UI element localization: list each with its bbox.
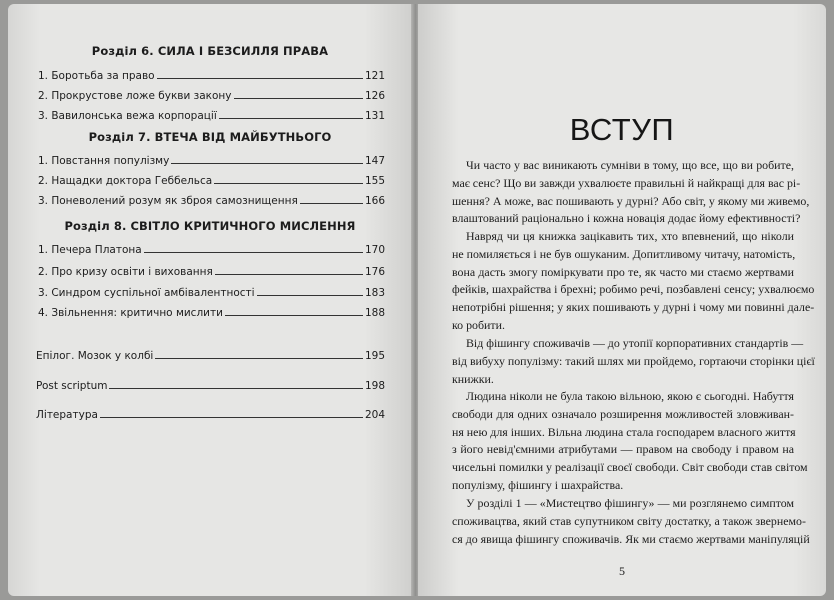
text-line: книжки. [452,371,494,386]
toc-entry[interactable] [38,151,385,167]
toc-entry-page: 170 [364,244,385,256]
text-line: Чи часто у вас виникають сумніви в тому, що все, що ви робите, [466,158,794,172]
text-line: вона дасть змогу поміркувати про те, як часто ми стаємо жертвами [452,264,794,279]
toc-entry[interactable] [38,240,385,256]
toc-entry[interactable] [38,303,385,319]
toc-entry-label: 3. Синдром суспільної амбівалентності [38,287,255,299]
paragraph [452,228,815,335]
toc-entry[interactable] [38,262,385,278]
toc-leader-line [214,183,363,184]
text-line: не помиляється і не був ошуканим. Допитливому читачу, натомість, [452,246,796,261]
text-line: Людина ніколи не була такою вільною, якою є сьогодні. Набуття [466,389,794,403]
text-line: від вибуху популізму: такий шлях ми пройдемо, гортаючи сторінки цієї [452,353,815,368]
toc-leader-line [157,78,363,79]
toc-entry-label: 1. Печера Платона [38,244,142,256]
toc-leader-line [300,203,363,204]
toc-leader-line [225,315,363,316]
paragraph [452,157,810,228]
toc-entry-page: 195 [364,350,385,362]
text-line: шення? А може, вас пошивають у дурні? Або світ, у якому ми живемо, [452,193,810,208]
toc-entry-label: 2. Прокрустове ложе букви закону [38,90,232,102]
toc-entry-page: 183 [364,287,385,299]
toc-entry-post-scriptum[interactable] [36,376,385,392]
text-line: Навряд чи ця книжка зацікавить тих, хто впевнений, що ніколи [466,229,794,243]
text-line: влаштований раціонально і кожна новація додає йому ефективності? [452,211,801,226]
toc-entry-epilogue[interactable] [36,346,385,362]
toc-entry-label: 3. Вавилонська вежа корпорації [38,110,217,122]
toc-entry-page: 198 [364,380,385,392]
toc-leader-line [155,358,363,359]
toc-entry-label: 2. Нащадки доктора Геббельса [38,175,213,187]
paragraph [452,388,808,495]
text-line: свободи для одних означало розширення можливостей зловживан- [452,406,794,421]
text-line: ня нею для інших. Вільна людина стала господарем власного життя [452,424,796,439]
toc-entry[interactable] [38,86,385,102]
toc-entry-page: 188 [364,307,385,319]
text-line: має сенс? Що ви завжди ухвалюєте правильні й найкращі для вас рі- [452,175,801,190]
text-line: У розділі 1 — «Мистецтво фішингу» — ми розглянемо симптом [466,496,794,510]
toc-entry-label: 1. Повстання популізму [38,155,170,167]
toc-entry-label: Література [36,409,98,421]
toc-leader-line [215,274,363,275]
toc-entry-label: 2. Про кризу освіти і виховання [38,266,213,278]
chapter-7-title: Розділ 7. ВТЕЧА ВІД МАЙБУТНЬОГО [88,130,332,144]
toc-entry-page: 166 [364,195,385,207]
toc-entry[interactable] [38,171,385,187]
text-line: з його невід'ємними атрибутами — правом на свободу і правом на [452,442,794,457]
toc-entry-page: 155 [364,175,385,187]
text-line: ко робити. [452,317,505,332]
toc-leader-line [219,118,363,119]
paragraph [452,495,810,548]
toc-entry-page: 131 [364,110,385,122]
chapter-6-title: Розділ 6. СИЛА І БЕЗСИЛЛЯ ПРАВА [91,44,329,58]
chapter-8-title: Розділ 8. СВІТЛО КРИТИЧНОГО МИСЛЕННЯ [64,219,356,233]
toc-entry-label: 4. Звільнення: критично мислити [38,307,223,319]
toc-entry-label: 1. Боротьба за право [38,70,155,82]
page-number: 5 [619,564,625,578]
text-line: ся до явища фішингу споживачів. Як ми стаємо жертвами маніпуляцій [452,531,810,546]
toc-entry[interactable] [38,191,385,207]
text-line: споживацтва, який став супутником світу достатку, а також звернемо- [452,513,806,528]
toc-entry-label: Епілог. Мозок у колбі [36,350,154,362]
toc-leader-line [257,295,363,296]
toc-leader-line [100,417,363,418]
toc-entry[interactable] [38,66,385,82]
toc-leader-line [109,388,363,389]
toc-entry[interactable] [38,283,385,299]
toc-entry-page: 204 [364,409,385,421]
text-line: фейків, шахрайства і брехні; робимо речі, позбавлені сенсу; ухвалюємо [452,282,815,297]
toc-entry-page: 176 [364,266,385,278]
toc-entry[interactable] [38,106,385,122]
toc-entry-page: 126 [364,90,385,102]
toc-leader-line [234,98,363,99]
paragraph [452,335,815,388]
text-line: Від фішингу споживачів — до утопії корпоративних стандартів — [466,336,804,350]
toc-leader-line [171,163,363,164]
toc-entry-label: 3. Поневолений розум як зброя самознищення [38,195,298,207]
toc-entry-page: 147 [364,155,385,167]
text-line: популізму, фішингу і шахрайства. [452,477,624,492]
toc-entry-literature[interactable] [36,405,385,421]
text-line: непотрібні рішення; у яких пошивають у дурні і чому ми повинні дале- [452,300,815,315]
text-line: чисельні помилки у реалізації своєї свободи. Світ свободи став світом [452,460,808,475]
intro-title: ВСТУП [569,112,675,147]
toc-entry-page: 121 [364,70,385,82]
toc-entry-label: Post scriptum [36,380,108,392]
toc-leader-line [144,252,363,253]
